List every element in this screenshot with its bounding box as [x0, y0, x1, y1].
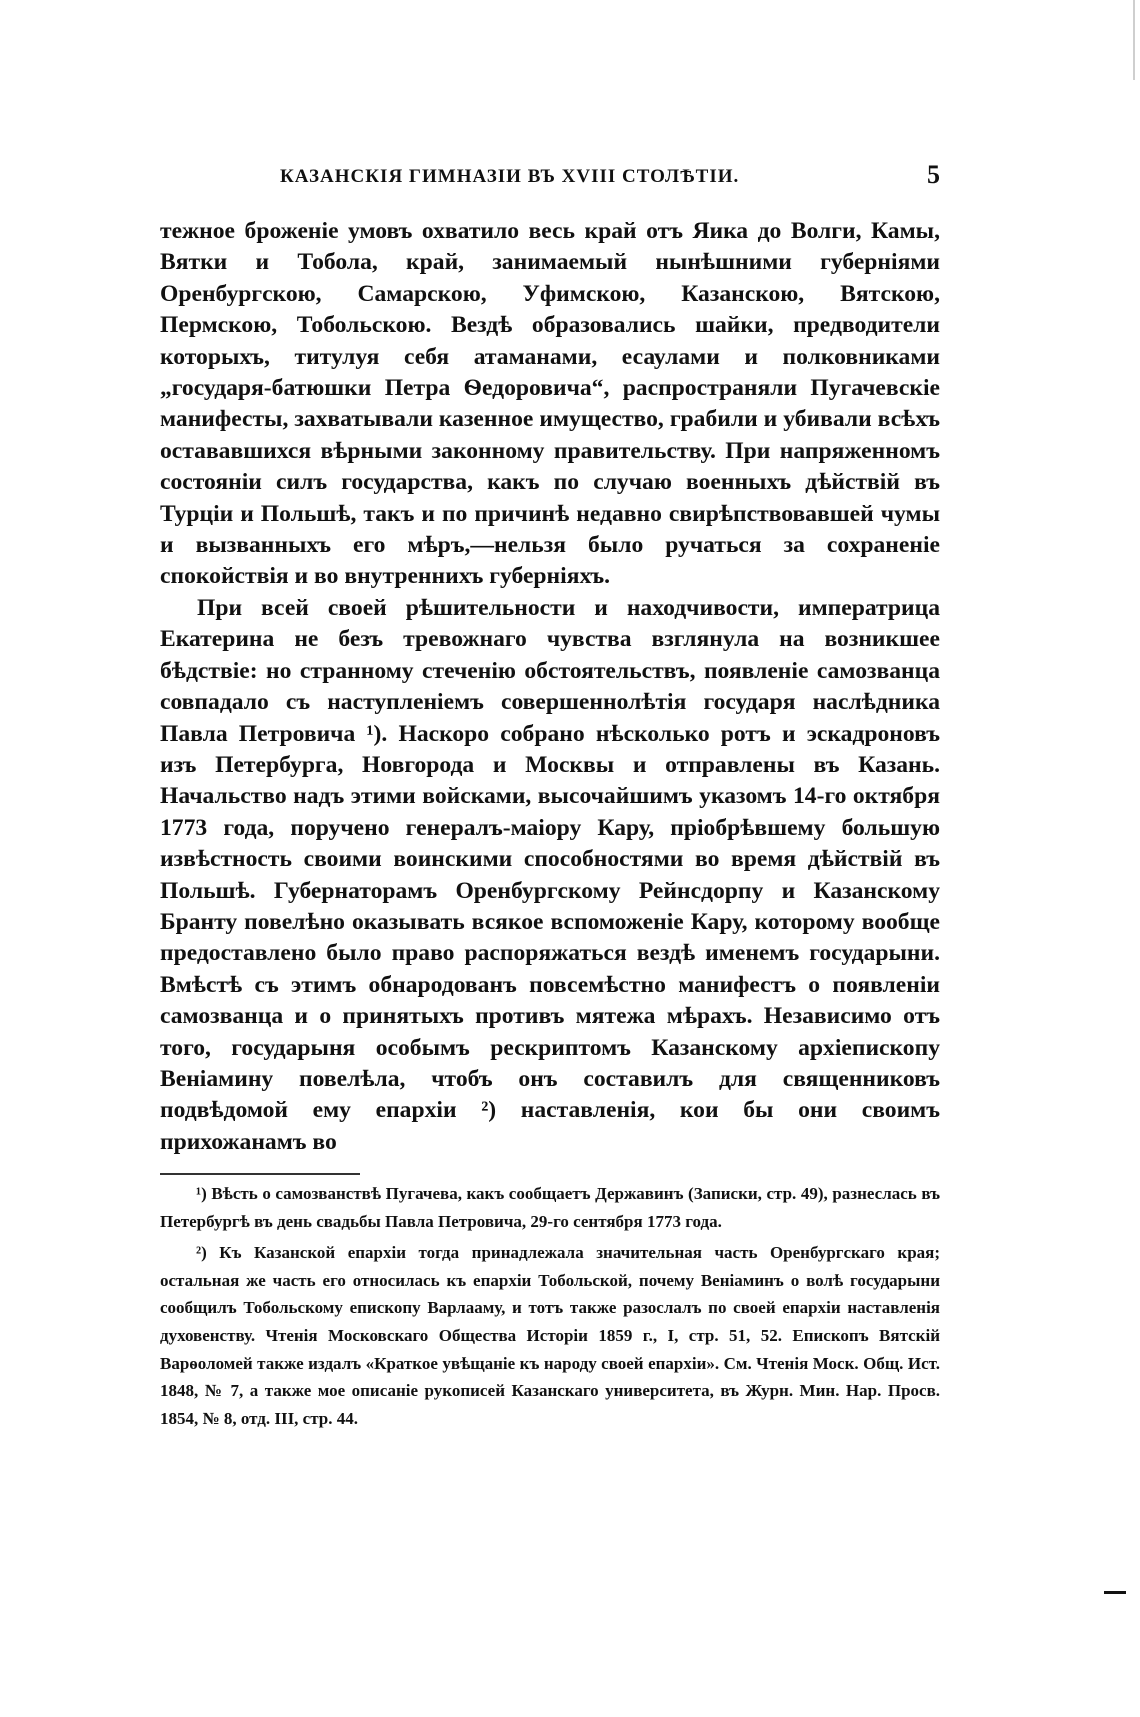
footnotes: [160, 1180, 940, 1436]
footnote-text: Вѣсть о самозванствѣ Пугачева, какъ сообщаетъ Державинъ (Записки, стр. 49), разнеслась въ Петербургѣ въ день свадьбы Павла Петровича, 29-го сентября 1773 года.: [160, 1184, 941, 1231]
margin-dash: [1104, 1591, 1126, 1594]
footnote-marker: ²): [196, 1243, 207, 1263]
running-title: КАЗАНСКІЯ ГИМНАЗІИ ВЪ XVIII СТОЛѢТІИ.: [280, 166, 740, 187]
footnote-marker: ¹): [196, 1184, 207, 1203]
page-edge-shadow: [1133, 0, 1135, 80]
paragraph: При всей своей рѣшительности и находчивости, императрица Екатерина не безъ тревожнаго чувства взглянула на возникшее бѣдствіе: но странному стеченію обстоятельствъ, появленіе самозванца совпадало съ наступленіемъ совершеннолѣтія государя наслѣдника Павла Петровича ¹). Наскоро собрано нѣсколько ротъ и эскадроновъ изъ Петербурга, Новгорода и Москвы и отправлены въ Казань. Начальство надъ этими войсками, высочайшимъ указомъ 14-го октября 1773 года, поручено генералъ-маіору Кару, пріобрѣвшему большую извѣстность своими воинскими способностями во время дѣйствій въ Польшѣ. Губернаторамъ Оренбургскому Рейнсдорпу и Казанскому Бранту повелѣно оказывать всякое вспоможеніе Кару, которому вообще предоставлено было право распоряжаться вездѣ именемъ государыни. Вмѣстѣ съ этимъ обнародованъ повсемѣстно манифестъ о появленіи самозванца и о принятыхъ противъ мятежа мѣрахъ. Независимо отъ того, государыня особымъ рескриптомъ Казанскому архіепископу Веніамину повелѣла, чтобъ онъ составилъ для священниковъ подвѣдомой ему епархіи ²) наставленія, кои бы они своимъ прихожанамъ во: [160, 594, 940, 1155]
footnote-2: [160, 1239, 940, 1432]
main-text: [160, 216, 940, 1158]
footnote-separator: [160, 1173, 360, 1175]
page-header: [160, 160, 940, 196]
page-number: 5: [927, 160, 940, 189]
footnote-text: Къ Казанской епархіи тогда принадлежала значительная часть Оренбургскаго края; остальная же часть его относилась къ епархіи Тобольской, почему Веніаминъ о волѣ государыни сообщилъ Тобольскому епископу Варлааму, и тотъ также разослалъ по своей епархіи наставленія духовенству. Чтенія Московскаго Общества Исторіи 1859 г., I, стр. 51, 52. Епископъ Вятскій Варѳоломей также издалъ «Краткое увѣщаніе къ народу своей епархіи». См. Чтенія Моск. Общ. Ист. 1848, № 7, а также мое описаніе рукописей Казанскаго университета, въ Журн. Мин. Нар. Просв. 1854, № 8, отд. III, стр. 44.: [160, 1243, 941, 1428]
footnote-1: [160, 1180, 940, 1235]
paragraph-continued: тежное броженіе умовъ охватило весь край отъ Яика до Волги, Камы, Вятки и Тобола, край, занимаемый нынѣшними губерніями Оренбургскою, Самарскою, Уфимскою, Казанскою, Вятскою, Пермскою, Тобольскою. Вездѣ образовались шайки, предводители которыхъ, титулуя себя атаманами, есаулами и полковниками „государя-батюшки Петра Ѳедоровича“, распространяли Пугачевскіе манифесты, захватывали казенное имущество, грабили и убивали всѣхъ остававшихся вѣрными законному правительству. При напряженномъ состояніи силъ государства, какъ по случаю военныхъ дѣйствій въ Турціи и Польшѣ, такъ и по причинѣ недавно свирѣпствовавшей чумы и вызванныхъ его мѣръ,—нельзя было ручаться за сохраненіе спокойствія и во внутреннихъ губерніяхъ.: [160, 218, 940, 590]
